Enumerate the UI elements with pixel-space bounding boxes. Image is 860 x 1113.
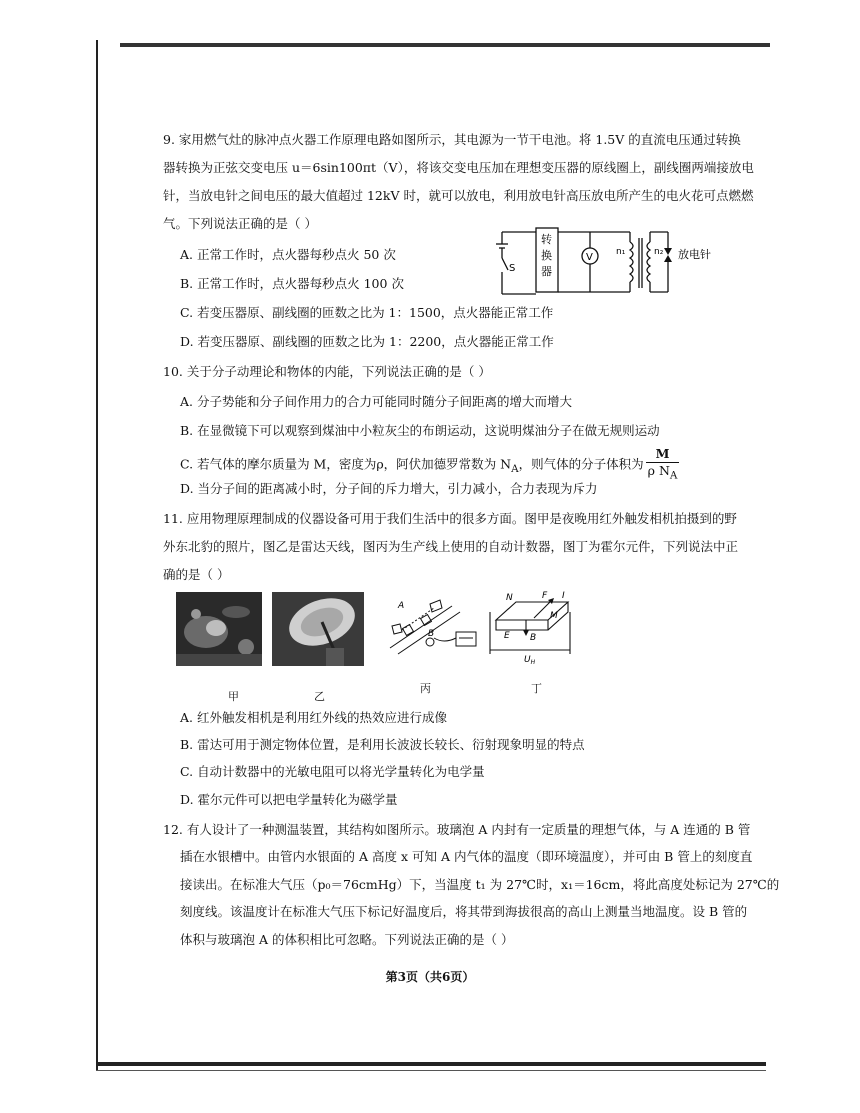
hall-label-u — [524, 655, 536, 666]
q11-line-2: 外东北豹的照片，图乙是雷达天线，图丙为生产线上使用的自动计数器，图丁为霍尔元件，下列说法中正 — [163, 539, 739, 554]
q11-option-c: C. 自动计数器中的光敏电阻可以将光学量转化为电学量 — [180, 764, 485, 779]
q9-line-4: 气。下列说法正确的是（ ） — [163, 216, 317, 231]
counter-label-a: A — [398, 601, 405, 611]
converter-label-2: 换 — [541, 249, 552, 262]
hall-label-e: E — [504, 631, 510, 641]
q11-photo-radar — [272, 592, 364, 666]
q12-line-1: 12. 有人设计了一种测温装置，其结构如图所示。玻璃泡 A 内封有一定质量的理想气体，与 A 连通的 B 管 — [163, 822, 751, 837]
q10-option-b: B. 在显微镜下可以观察到煤油中小粒灰尘的布朗运动，这说明煤油分子在做无规则运动 — [180, 423, 660, 438]
q11-line-3: 确的是（ ） — [163, 567, 230, 582]
q10-frac-den — [646, 463, 680, 484]
q10-option-c — [180, 446, 679, 484]
caption-bing: 丙 — [420, 682, 431, 695]
q10-option-a: A. 分子势能和分子间作用力的合力可能同时随分子间距离的增大而增大 — [180, 394, 572, 409]
hall-label-n: N — [506, 593, 513, 603]
q9-line-1: 9. 家用燃气灶的脉冲点火器工作原理电路如图所示，其电源为一节干电池。将 1.5V 的直流电压通过转换 — [163, 132, 741, 147]
switch-label: S — [509, 263, 516, 274]
q12-line-3: 接读出。在标准大气压（p₀＝76cmHg）下，当温度 t₁ 为 27℃时，x₁＝16cm，将此高度处标记为 27℃的 — [180, 877, 780, 892]
caption-jia: 甲 — [228, 690, 239, 703]
hall-label-b: B — [530, 633, 537, 643]
q11-counter-diagram — [378, 596, 478, 662]
n2-label: n₂ — [654, 247, 664, 257]
q10-option-d: D. 当分子间的距离减小时，分子间的斥力增大，引力减小，合力表现为斥力 — [180, 481, 598, 496]
q10-na-sub: A — [511, 462, 519, 475]
q10-line-1: 10. 关于分子动理论和物体的内能，下列说法正确的是（ ） — [163, 364, 491, 379]
q12-line-5: 体积与玻璃泡 A 的体积相比可忽略。下列说法正确的是（ ） — [180, 932, 514, 947]
q11-option-d: D. 霍尔元件可以把电学量转化为磁学量 — [180, 792, 398, 807]
converter-label-3: 器 — [541, 265, 552, 278]
q10-option-c-text: C. 若气体的摩尔质量为 M，密度为ρ，阿伏加德罗常数为 N — [180, 456, 512, 472]
hall-label-i: I — [562, 591, 565, 601]
bottom-rule-thin — [96, 1070, 766, 1071]
q11-line-1: 11. 应用物理原理制成的仪器设备可用于我们生活中的很多方面。图甲是夜晚用红外触发相机拍摄到的野 — [163, 511, 737, 526]
q10-frac-den-sub: A — [669, 469, 678, 482]
q9-option-d: D. 若变压器原、副线圈的匝数之比为 1：2200，点火器能正常工作 — [180, 334, 554, 349]
page-left-border — [96, 40, 98, 1070]
q10-fraction — [646, 446, 680, 484]
page-footer: 第3页（共6页） — [385, 970, 475, 984]
q9-option-c: C. 若变压器原、副线圈的匝数之比为 1：1500，点火器能正常工作 — [180, 305, 554, 320]
q10-frac-num: M — [646, 446, 680, 463]
needle-label: 放电针 — [678, 248, 711, 261]
bottom-rule — [96, 1062, 766, 1066]
n1-label: n₁ — [616, 247, 626, 257]
converter-label-1: 转 — [541, 233, 552, 246]
q9-circuit-diagram — [492, 222, 732, 302]
hall-label-u-main: U — [524, 655, 531, 665]
counter-label-b: B — [428, 629, 435, 639]
q11-hall-diagram — [486, 590, 578, 670]
hall-label-m: M — [550, 611, 558, 621]
hall-label-u-sub: H — [530, 659, 536, 666]
caption-yi: 乙 — [314, 690, 325, 703]
q10-option-c-tail: ，则气体的分子体积为 — [518, 456, 644, 472]
q10-frac-den-text: ρ N — [647, 463, 670, 478]
q12-line-2: 插在水银槽中。由管内水银面的 A 高度 x 可知 A 内气体的温度（即环境温度），并可由 B 管上的刻度直 — [180, 849, 753, 864]
caption-ding: 丁 — [531, 682, 542, 695]
q9-line-2: 器转换为正弦交变电压 u＝6sin100πt（V），将该交变电压加在理想变压器的原线圈上，副线圈两端接放电 — [163, 160, 754, 175]
voltmeter-label: V — [586, 252, 593, 263]
q11-photo-leopard — [176, 592, 262, 666]
hall-label-f: F — [542, 591, 548, 601]
q11-option-a: A. 红外触发相机是利用红外线的热效应进行成像 — [180, 710, 447, 725]
q9-option-b: B. 正常工作时，点火器每秒点火 100 次 — [180, 276, 404, 291]
q9-line-3: 针，当放电针之间电压的最大值超过 12kV 时，就可以放电，利用放电针高压放电所产生的电火花可点燃燃 — [163, 188, 754, 203]
q11-option-b: B. 雷达可用于测定物体位置，是利用长波波长较长、衍射现象明显的特点 — [180, 737, 585, 752]
q9-option-a: A. 正常工作时，点火器每秒点火 50 次 — [180, 247, 396, 262]
q12-line-4: 刻度线。该温度计在标准大气压下标记好温度后，将其带到海拔很高的高山上测量当地温度。设 B 管的 — [180, 904, 748, 919]
top-rule — [120, 43, 770, 47]
